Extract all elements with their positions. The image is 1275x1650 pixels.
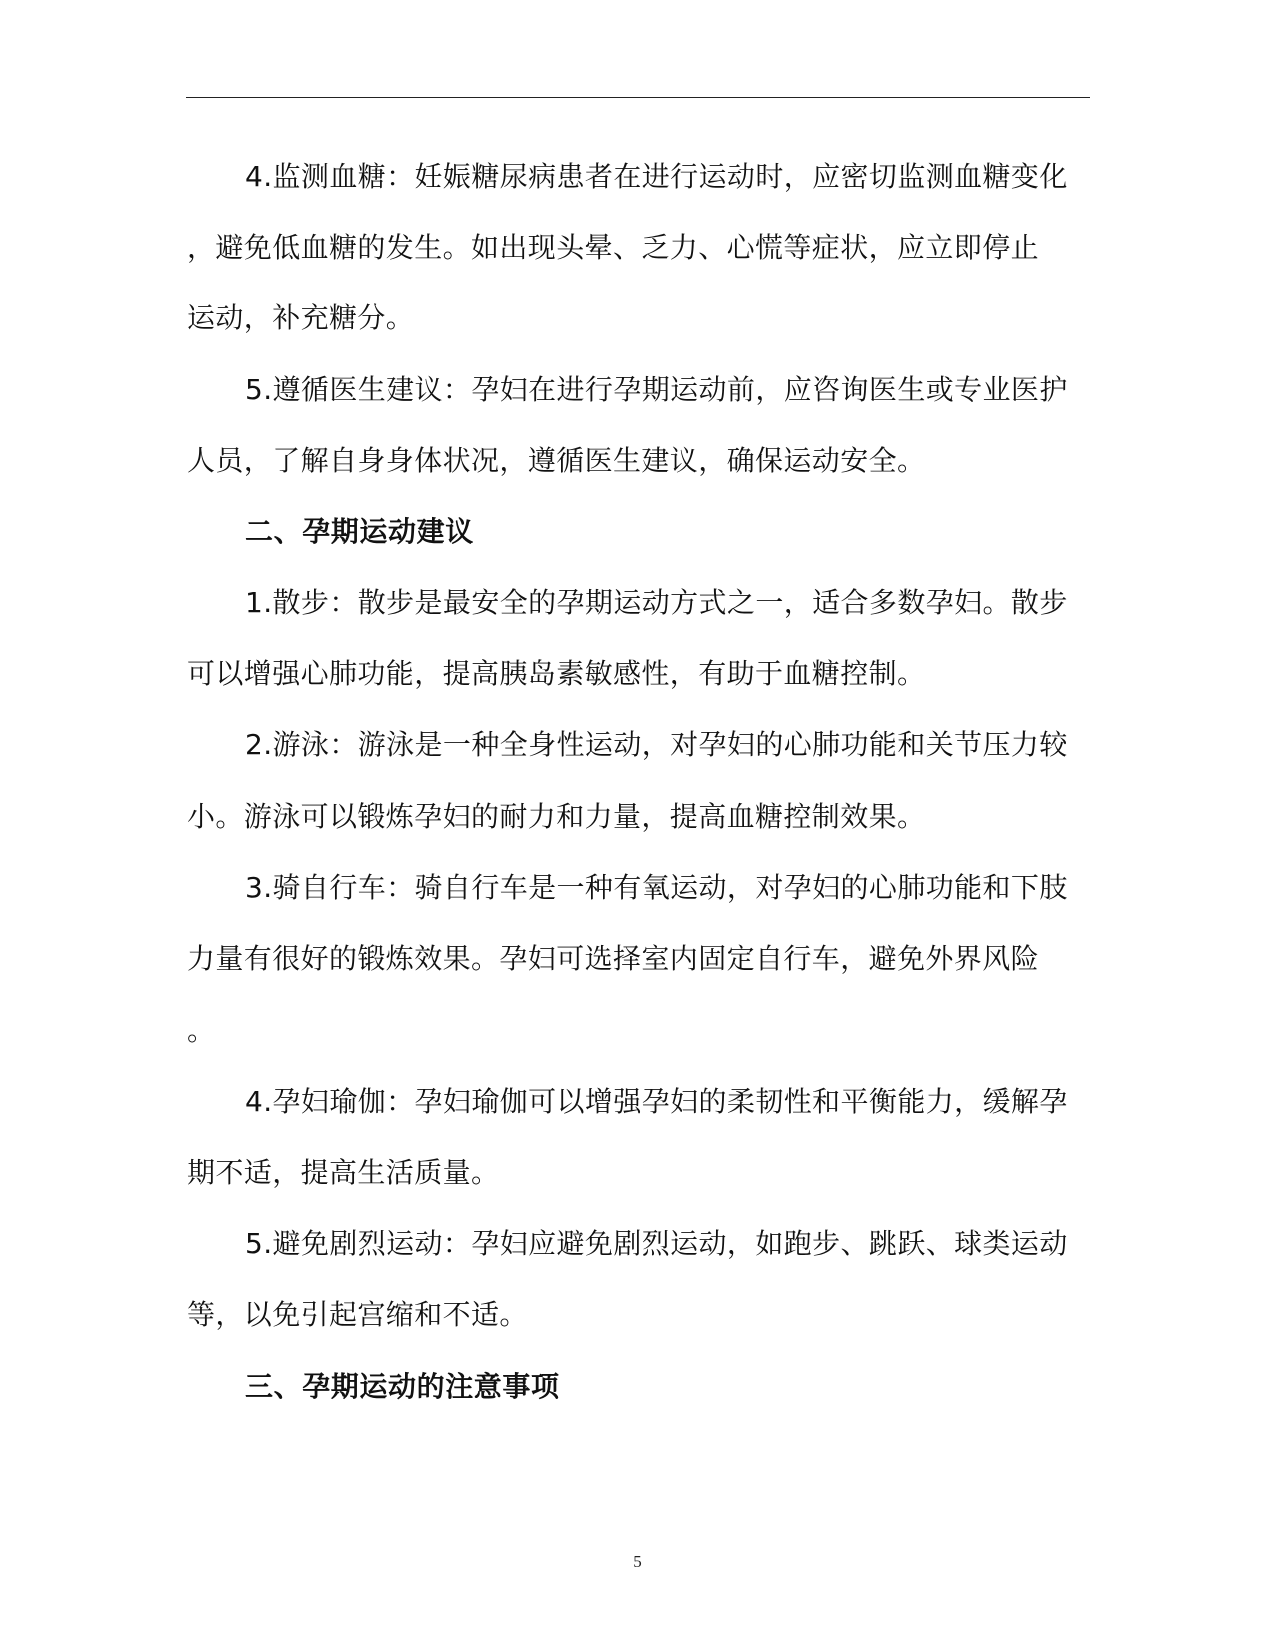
page-number: 5	[633, 1552, 642, 1571]
paragraph-avoid-strenuous-line-1: 5.避免剧烈运动：孕妇应避免剧烈运动，如跑步、跳跃、球类运动	[245, 1227, 1068, 1260]
paragraph-cycling-line-1: 3.骑自行车：骑自行车是一种有氧运动，对孕妇的心肺功能和下肢	[245, 871, 1068, 904]
paragraph-yoga-line-1: 4.孕妇瑜伽：孕妇瑜伽可以增强孕妇的柔韧性和平衡能力，缓解孕	[245, 1085, 1068, 1118]
paragraph-cycling-line-3: 。	[187, 1014, 216, 1047]
paragraph-5-doctor-advice-line-1: 5.遵循医生建议：孕妇在进行孕期运动前，应咨询医生或专业医护	[245, 373, 1068, 406]
paragraph-cycling-line-2: 力量有很好的锻炼效果。孕妇可选择室内固定自行车，避免外界风险	[187, 942, 1040, 975]
paragraph-swimming-line-2: 小。游泳可以锻炼孕妇的耐力和力量，提高血糖控制效果。	[187, 800, 926, 833]
paragraph-swimming-line-1: 2.游泳：游泳是一种全身性运动，对孕妇的心肺功能和关节压力较	[245, 728, 1068, 761]
paragraph-4-blood-sugar-line-1: 4.监测血糖：妊娠糖尿病患者在进行运动时，应密切监测血糖变化	[245, 160, 1068, 193]
paragraph-5-doctor-advice-line-2: 人员，了解自身身体状况，遵循医生建议，确保运动安全。	[187, 444, 926, 477]
paragraph-yoga-line-2: 期不适，提高生活质量。	[187, 1156, 500, 1189]
header-rule	[186, 97, 1090, 98]
section-heading-exercise-advice: 二、孕期运动建议	[245, 515, 474, 548]
paragraph-walking-line-2: 可以增强心肺功能，提高胰岛素敏感性，有助于血糖控制。	[187, 657, 926, 690]
paragraph-walking-line-1: 1.散步：散步是最安全的孕期运动方式之一，适合多数孕妇。散步	[245, 586, 1068, 619]
paragraph-avoid-strenuous-line-2: 等，以免引起宫缩和不适。	[187, 1298, 528, 1331]
paragraph-4-blood-sugar-line-2: ，避免低血糖的发生。如出现头晕、乏力、心慌等症状，应立即停止	[187, 231, 1040, 264]
section-heading-precautions: 三、孕期运动的注意事项	[245, 1370, 560, 1403]
paragraph-4-blood-sugar-line-3: 运动，补充糖分。	[187, 301, 415, 334]
